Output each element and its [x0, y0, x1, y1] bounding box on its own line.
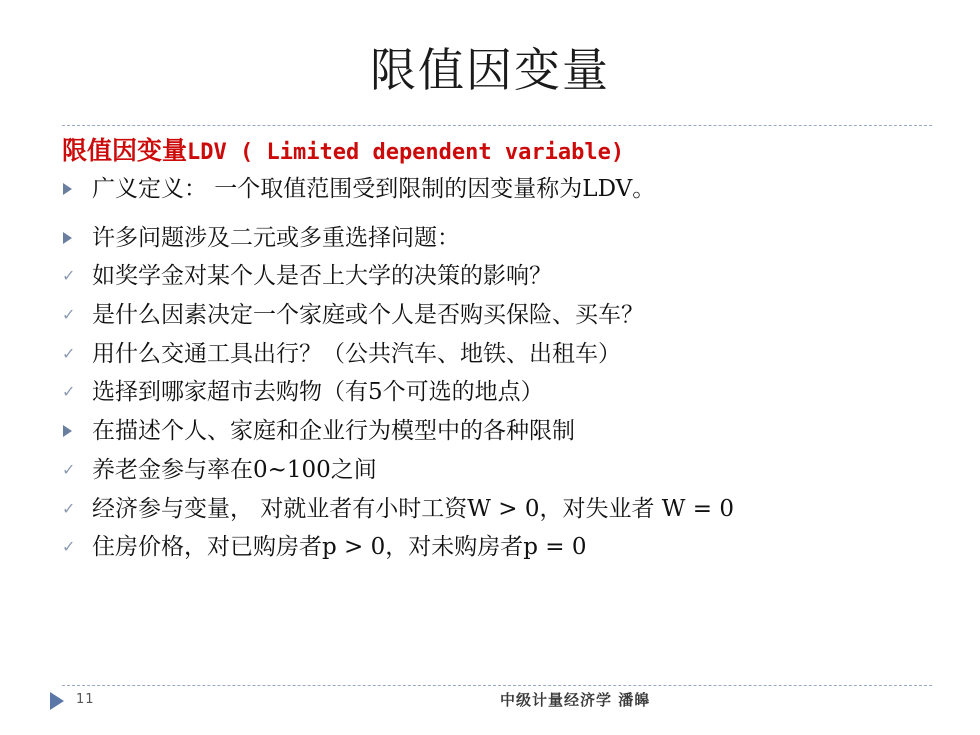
check-item: [62, 335, 942, 374]
check-item: [62, 490, 942, 529]
subtitle-en: LDV ( Limited dependent variable): [187, 140, 625, 165]
checkmark-icon: ✓: [62, 382, 76, 402]
footer-triangle-icon: [50, 692, 64, 710]
bullet-text: 选择到哪家超市去购物（有5个可选的地点）: [92, 379, 544, 406]
check-item: [62, 296, 942, 335]
checkmark-icon: ✓: [62, 305, 76, 325]
subtitle-cn: 限值因变量: [62, 136, 188, 165]
footer-divider: [62, 685, 932, 686]
slide-title: 限值因变量: [370, 43, 610, 97]
checkmark-icon: ✓: [62, 498, 76, 518]
page-number: 11: [76, 692, 95, 707]
bullet-text: 住房价格，对已购房者p > 0，对未购房者p = 0: [92, 534, 587, 561]
check-item: [62, 451, 942, 490]
bullet-item: [62, 170, 942, 209]
check-item: [62, 528, 942, 567]
checkmark-icon: ✓: [62, 266, 76, 286]
bullet-text: 如奖学金对某个人是否上大学的决策的影响？: [92, 263, 552, 290]
bullet-text: 经济参与变量， 对就业者有小时工资W > 0，对失业者 W = 0: [92, 495, 734, 522]
checkmark-icon: ✓: [62, 537, 76, 557]
check-item: [62, 257, 942, 296]
slide-subtitle: [62, 133, 624, 169]
bullet-text: 许多问题涉及二元或多重选择问题：: [92, 224, 460, 251]
triangle-bullet-icon: [62, 219, 86, 257]
bullet-text: 养老金参与率在0~100之间: [92, 456, 377, 483]
bullet-item: [62, 412, 942, 451]
triangle-bullet-icon: [62, 170, 86, 208]
triangle-bullet-icon: [62, 412, 86, 450]
bullet-list: [62, 170, 942, 567]
check-item: [62, 373, 942, 412]
footer-course-title: 中级计量经济学 潘皞: [500, 691, 651, 709]
bullet-text: 用什么交通工具出行？（公共汽车、地铁、出租车）: [92, 340, 621, 367]
bullet-text: 广义定义： 一个取值范围受到限制的因变量称为LDV。: [92, 176, 656, 202]
bullet-item: [62, 219, 942, 258]
checkmark-icon: ✓: [62, 343, 76, 363]
checkmark-icon: ✓: [62, 459, 76, 479]
title-divider: [62, 125, 932, 126]
bullet-text: 是什么因素决定一个家庭或个人是否购买保险、买车？: [92, 302, 644, 329]
bullet-text: 在描述个人、家庭和企业行为模型中的各种限制: [92, 418, 575, 445]
